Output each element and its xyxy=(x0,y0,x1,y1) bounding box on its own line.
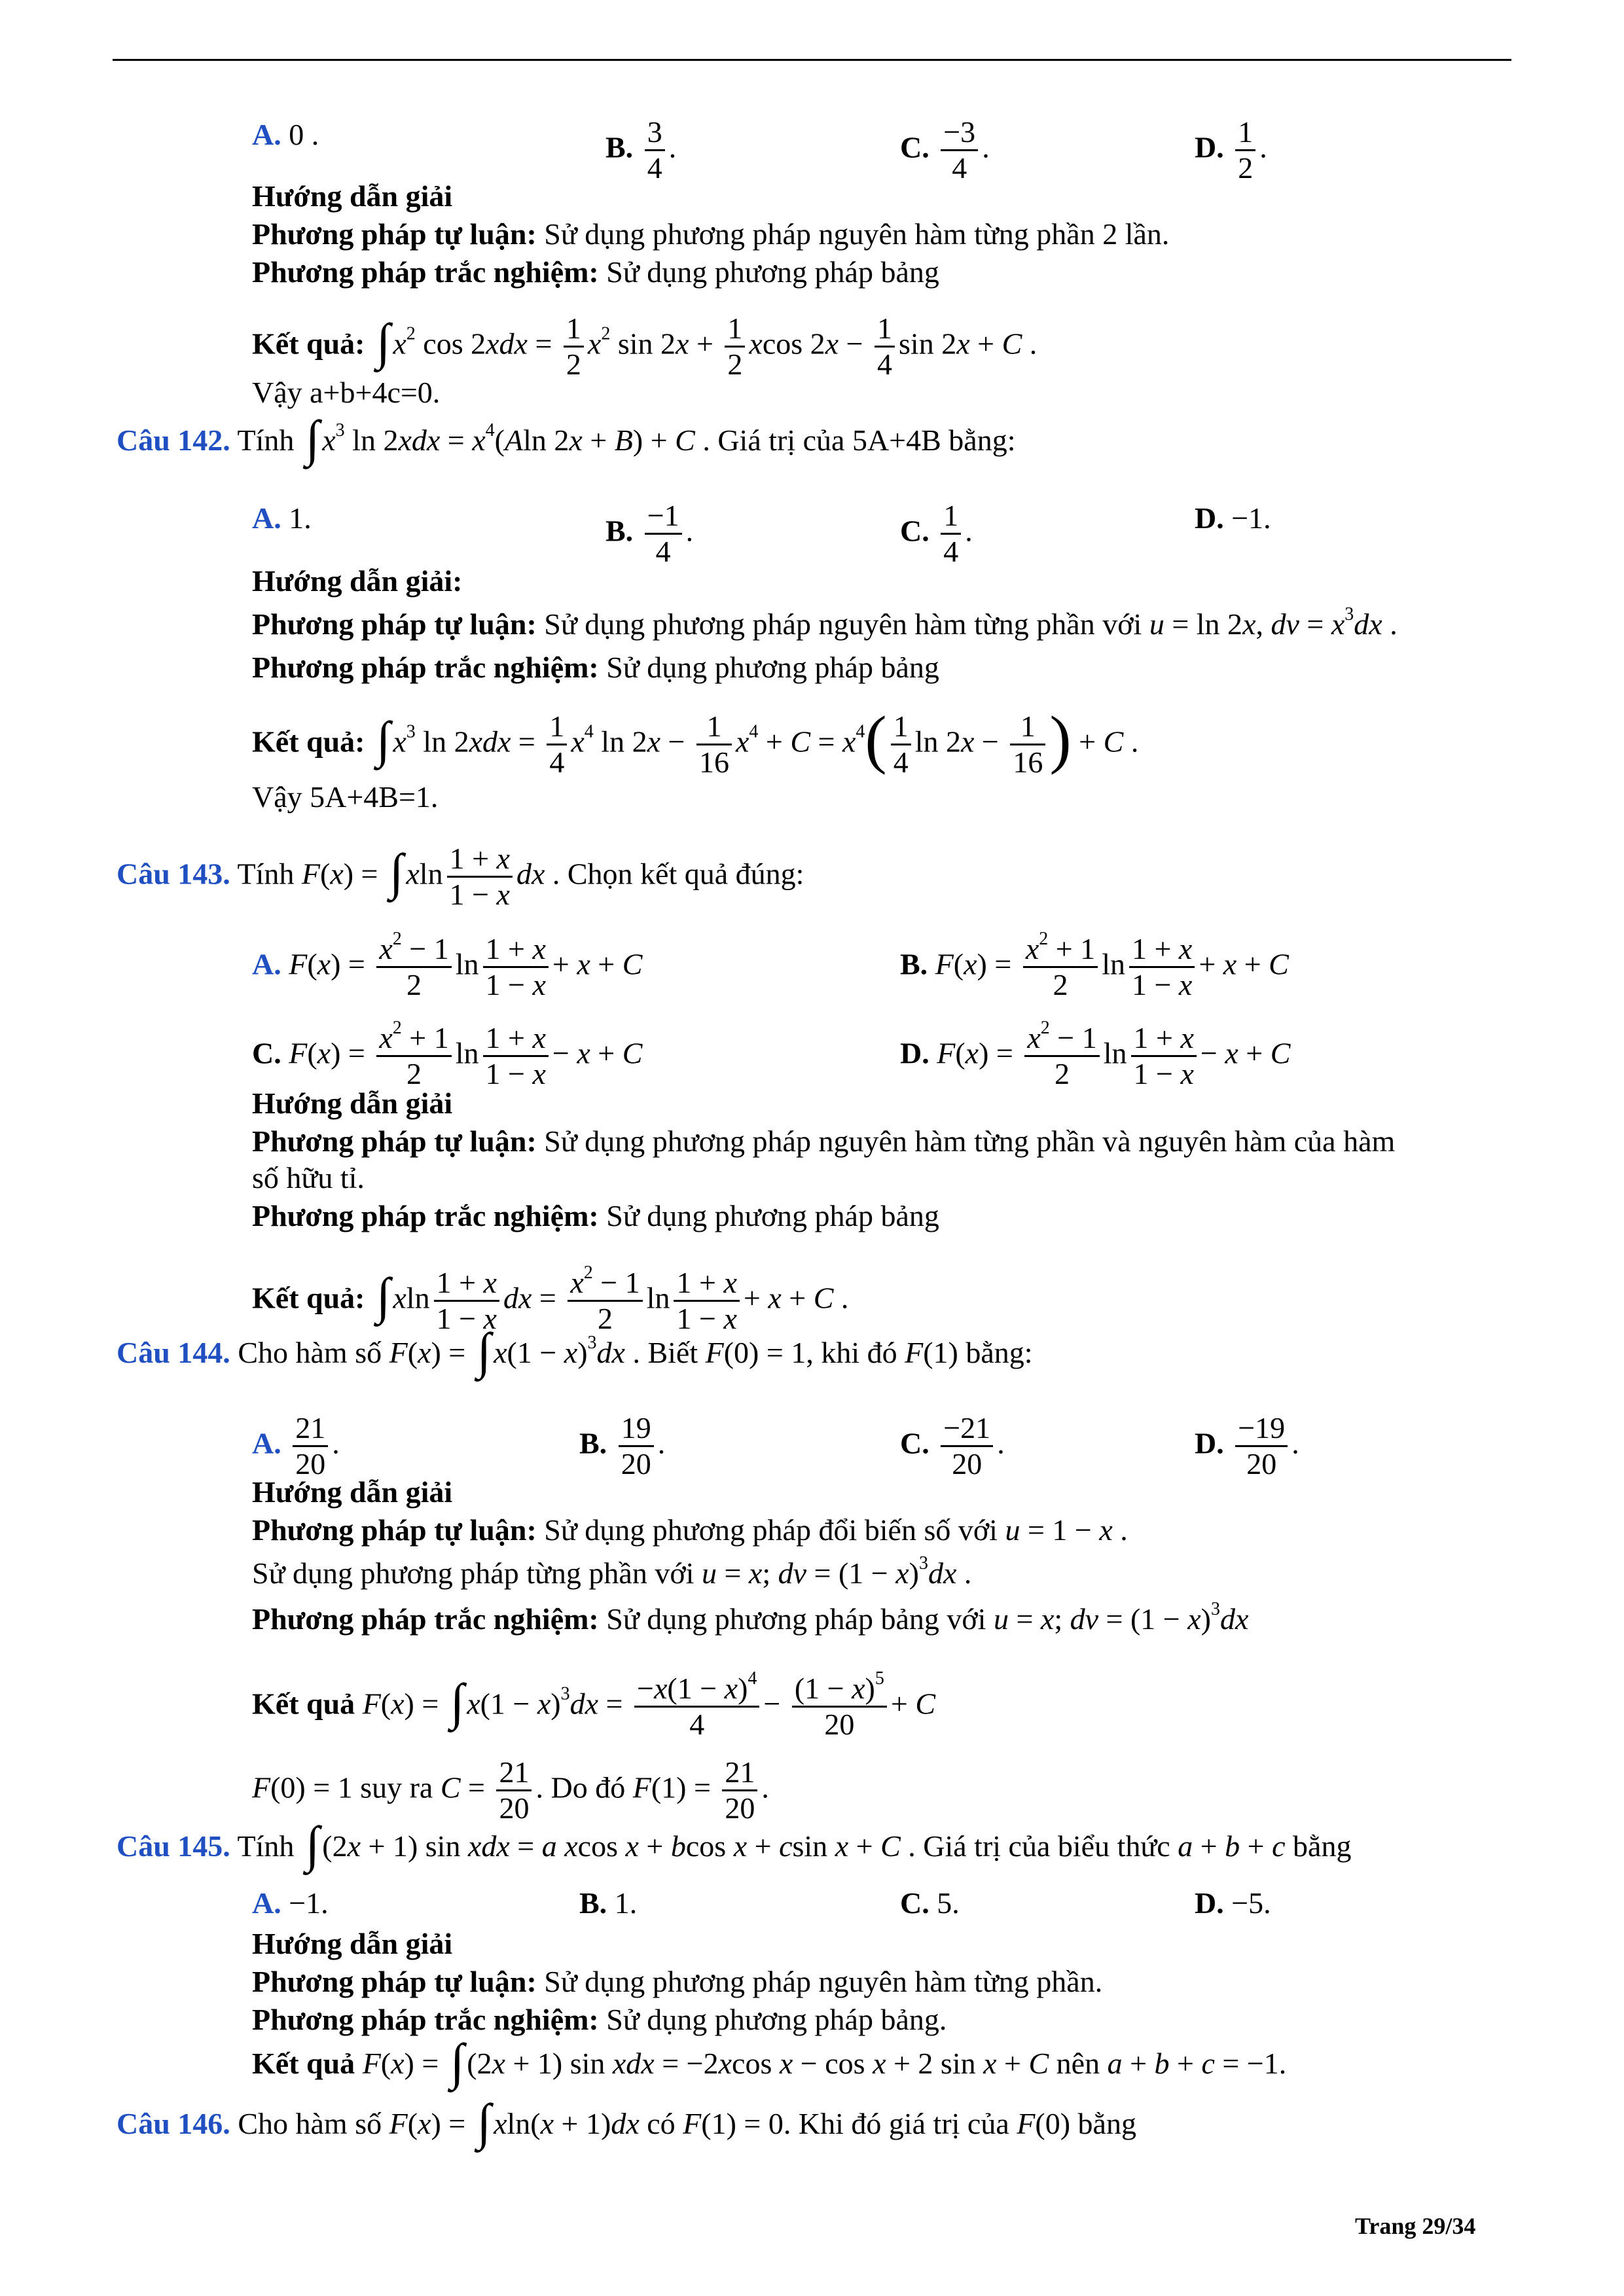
q145-guide-title: Hướng dẫn giải xyxy=(252,1927,453,1960)
q142-method-2: Phương pháp trắc nghiệm: Sử dụng phương pháp bảng xyxy=(252,651,939,684)
q141-guide-title: Hướng dẫn giải xyxy=(252,179,453,213)
page-number: Trang 29/34 xyxy=(1355,2213,1476,2239)
q142-guide-title: Hướng dẫn giải: xyxy=(252,564,463,598)
q144-derivation: F(0) = 1 suy ra C = $\frac{21}{20}$ . Do đó F(1) = $\frac{21}{20}$ . xyxy=(252,1755,769,1825)
q143-option-b: B. F(x) = $\frac{x^2 + 1}{2}$ ln $\frac{1 + x}{1 - x}$ + x + C xyxy=(900,929,1289,1002)
q141-conclusion: Vậy a+b+4c=0. xyxy=(252,376,441,409)
q145-result: Kết quả F(x) = ∫(2x + 1) sin xdx = −2xcos x − cos x + 2 sin x + C nên a + b + c = −1. xyxy=(252,2033,1287,2090)
q145-option-d: D. −5. xyxy=(1195,1886,1271,1920)
q142-method-1: Phương pháp tự luận: Sử dụng phương pháp nguyên hàm từng phần với u = ln 2x, dv = $x^3dx$ . xyxy=(252,604,1398,641)
q145-prompt: Câu 145. Tính ∫(2x + 1) sin xdx = a xcos x + bcos x + csin x + C . Giá trị của biểu thức a + b + c bằng xyxy=(117,1816,1352,1873)
q144-option-c: C. $\frac{-21}{20}$ . xyxy=(900,1411,1005,1481)
q142-result: Kết quả: $\int x^3$ ln 2xdx = $\frac{1}{4}$ $x^4$ ln 2x − $\frac{1}{16}$ $x^4 + C = x^4$( $\frac{1}{4}$ ln 2x − $\frac{1}{16}$ ) + C . xyxy=(252,702,1139,780)
q141-method-1: Phương pháp tự luận: Sử dụng phương pháp nguyên hàm từng phần 2 lần. xyxy=(252,217,1170,251)
q144-option-b: B. $\frac{19}{20}$ . xyxy=(579,1411,666,1481)
q145-option-b: B. 1. xyxy=(579,1886,638,1920)
q145-method-2: Phương pháp trắc nghiệm: Sử dụng phương pháp bảng. xyxy=(252,2003,947,2036)
q145-method-1: Phương pháp tự luận: Sử dụng phương pháp nguyên hàm từng phần. xyxy=(252,1965,1103,1998)
q143-guide-title: Hướng dẫn giải xyxy=(252,1086,453,1120)
q142-option-c: C. $\frac{1}{4}$ . xyxy=(900,499,973,569)
q143-method-1: Phương pháp tự luận: Sử dụng phương pháp nguyên hàm từng phần và nguyên hàm của hàm xyxy=(252,1124,1396,1158)
q146-prompt: Câu 146. Cho hàm số F(x) = ∫xln(x + 1)dx có F(1) = 0. Khi đó giá trị của F(0) bằng xyxy=(117,2093,1136,2150)
q143-result: Kết quả: ∫xln $\frac{1 + x}{1 - x}$ dx = $\frac{x^2 - 1}{2}$ ln $\frac{1 + x}{1 - x}$ + x + C . xyxy=(252,1263,849,1336)
q142-option-a: A. 1. xyxy=(252,501,312,535)
q144-prompt: Câu 144. Cho hàm số $F(x) = \int x(1 - x)^3dx$ . Biết F(0) = 1, khi đó F(1) bằng: xyxy=(117,1322,1033,1379)
q141-option-c: C. $\frac{-3}{4}$ . xyxy=(900,115,990,185)
q144-option-a: A. $\frac{21}{20}$ . xyxy=(252,1411,340,1481)
q144-method-2: Phương pháp trắc nghiệm: Sử dụng phương pháp bảng với u = x; dv = $(1 - x)^3dx$ xyxy=(252,1599,1249,1636)
q144-method-1b: Sử dụng phương pháp từng phần với u = x; dv = $(1 - x)^3dx$ . xyxy=(252,1553,972,1590)
q142-option-d: D. −1. xyxy=(1195,501,1271,535)
q143-option-d: D. F(x) = $\frac{x^2 - 1}{2}$ ln $\frac{1 + x}{1 - x}$ − x + C xyxy=(900,1018,1291,1091)
q142-option-b: B. $\frac{-1}{4}$ . xyxy=(605,499,694,569)
q145-option-c: C. 5. xyxy=(900,1886,960,1920)
q143-option-a: A. F(x) = $\frac{x^2 - 1}{2}$ ln $\frac{1 + x}{1 - x}$ + x + C xyxy=(252,929,643,1002)
q141-option-d: D. $\frac{1}{2}$ . xyxy=(1195,115,1267,185)
q142-conclusion: Vậy 5A+4B=1. xyxy=(252,780,439,814)
q144-result: Kết quả $F(x) = \int x(1 - x)^3dx$ = $\frac{-x(1 - x)^4}{4}$ − $\frac{(1 - x)^5}{20}$ + C xyxy=(252,1668,935,1742)
q144-option-d: D. $\frac{-19}{20}$ . xyxy=(1195,1411,1299,1481)
q141-result: Kết quả: $\int x^2$ cos 2xdx = $\frac{1}{2}$ $x^2$ sin 2x + $\frac{1}{2}$ xcos 2x − $\frac{1}{4}$ sin 2x + C . xyxy=(252,312,1038,382)
q141-option-a: A. 0 . xyxy=(252,118,319,151)
q144-guide-title: Hướng dẫn giải xyxy=(252,1475,453,1509)
q143-prompt: Câu 143. Tính F(x) = ∫xln $\frac{1 + x}{1 - x}$ dx . Chọn kết quả đúng: xyxy=(117,842,804,912)
q142-prompt: Câu 142. Tính $\int x^3$ $\ln 2xdx = x^4(Aln$ 2x + B) + C . Giá trị của 5A+4B bằng: xyxy=(117,410,1016,467)
q145-option-a: A. −1. xyxy=(252,1886,329,1920)
q144-method-1: Phương pháp tự luận: Sử dụng phương pháp đổi biến số với u = 1 − x . xyxy=(252,1513,1128,1547)
q143-option-c: C. F(x) = $\frac{x^2 + 1}{2}$ ln $\frac{1 + x}{1 - x}$ − x + C xyxy=(252,1018,643,1091)
q141-option-b: B. $\frac{3}{4}$ . xyxy=(605,115,677,185)
q141-method-2: Phương pháp trắc nghiệm: Sử dụng phương pháp bảng xyxy=(252,255,939,289)
q143-method-2: Phương pháp trắc nghiệm: Sử dụng phương pháp bảng xyxy=(252,1199,939,1232)
header-rule xyxy=(113,59,1511,61)
q143-method-1-cont: số hữu tỉ. xyxy=(252,1161,365,1194)
